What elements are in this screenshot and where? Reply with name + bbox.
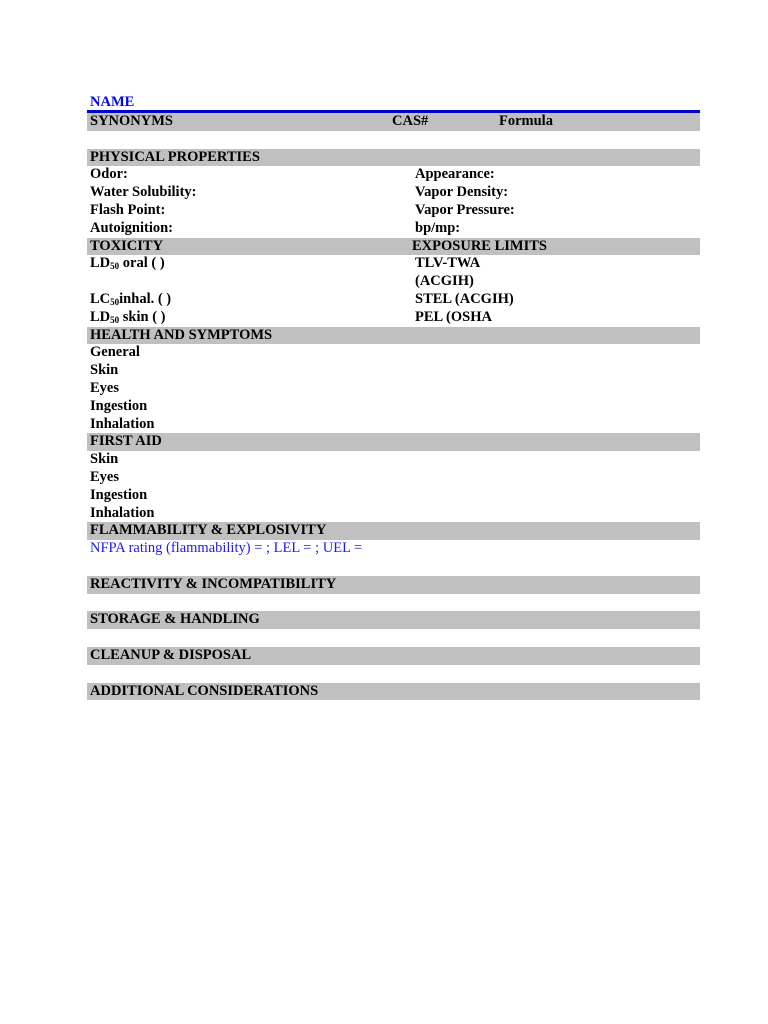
- ld-prefix: LD: [90, 255, 111, 272]
- ld-oral-text: oral ( ): [119, 255, 165, 272]
- synonyms-bar: [87, 113, 700, 131]
- tlv-twa-label: TLV-TWA: [415, 255, 481, 272]
- physical-row: [87, 202, 700, 220]
- physical-row: [87, 184, 700, 202]
- name-heading: NAME: [90, 94, 135, 110]
- exposure-limits-title: EXPOSURE LIMITS: [412, 237, 547, 254]
- ld-prefix: LD: [90, 308, 111, 325]
- first-aid-item: Ingestion: [90, 486, 148, 503]
- health-item: Skin: [90, 362, 119, 379]
- synonyms-label: SYNONYMS: [90, 113, 173, 129]
- physical-row: [87, 166, 700, 184]
- health-item: Inhalation: [90, 415, 155, 432]
- vapor-density-label: Vapor Density:: [415, 184, 509, 201]
- section-storage: [87, 611, 700, 629]
- ld50-skin-label: [90, 309, 415, 327]
- acgih-label: (ACGIH): [415, 273, 474, 290]
- section-first-aid: [87, 433, 700, 451]
- lc50-inhal-label: [90, 291, 415, 309]
- section-title: FLAMMABILITY & EXPLOSIVITY: [90, 522, 327, 539]
- section-title: STORAGE & HANDLING: [90, 611, 260, 628]
- first-aid-item: Eyes: [90, 468, 119, 485]
- vapor-pressure-label: Vapor Pressure:: [415, 201, 515, 218]
- physical-row: [87, 220, 700, 238]
- section-cleanup: [87, 647, 700, 665]
- toxicity-row: [87, 291, 700, 309]
- appearance-label: Appearance:: [415, 166, 495, 183]
- cas-label: CAS#: [392, 113, 429, 129]
- lc-inhal-text: inhal. ( ): [119, 290, 172, 307]
- subscript-50: 50: [110, 314, 120, 325]
- nfpa-rating-text: NFPA rating (flammability) = ; LEL = ; UEL =: [90, 540, 363, 557]
- flash-point-label: Flash Point:: [90, 201, 166, 218]
- odor-label: Odor:: [90, 166, 128, 183]
- empty-cell: [90, 273, 415, 291]
- msds-form: [87, 94, 700, 700]
- first-aid-item: Skin: [90, 451, 119, 468]
- first-aid-item: Inhalation: [90, 504, 155, 521]
- spacer: [87, 594, 700, 612]
- health-item: Ingestion: [90, 397, 148, 414]
- section-reactivity: [87, 576, 700, 594]
- section-title: FIRST AID: [90, 433, 162, 450]
- section-physical-properties: [87, 149, 700, 167]
- toxicity-row: [87, 309, 700, 327]
- lc-prefix: LC: [90, 290, 111, 307]
- section-health-symptoms: [87, 327, 700, 345]
- spacer: [87, 665, 700, 683]
- water-solubility-label: Water Solubility:: [90, 184, 197, 201]
- section-title: REACTIVITY & INCOMPATIBILITY: [90, 575, 337, 592]
- section-title: CLEANUP & DISPOSAL: [90, 646, 252, 663]
- subscript-50: 50: [110, 296, 120, 307]
- pel-label: PEL (OSHA: [415, 308, 492, 325]
- ld-skin-text: skin ( ): [119, 308, 166, 325]
- health-item: Eyes: [90, 379, 119, 396]
- section-title: HEALTH AND SYMPTOMS: [90, 326, 273, 343]
- spacer: [87, 629, 700, 647]
- section-flammability: [87, 522, 700, 540]
- spacer: [87, 558, 700, 576]
- ld50-oral-label: [90, 255, 415, 273]
- toxicity-row: [87, 273, 700, 291]
- bp-mp-label: bp/mp:: [415, 219, 461, 236]
- health-item: General: [90, 344, 140, 361]
- stel-label: STEL (ACGIH): [415, 290, 514, 307]
- spacer: [87, 131, 700, 149]
- section-title: ADDITIONAL CONSIDERATIONS: [90, 682, 319, 699]
- subscript-50: 50: [110, 261, 120, 272]
- section-title: TOXICITY: [90, 237, 164, 254]
- section-toxicity: [87, 238, 700, 256]
- section-additional: [87, 683, 700, 701]
- autoignition-label: Autoignition:: [90, 219, 173, 236]
- section-title: PHYSICAL PROPERTIES: [90, 148, 260, 165]
- toxicity-row: [87, 255, 700, 273]
- formula-label: Formula: [499, 113, 553, 129]
